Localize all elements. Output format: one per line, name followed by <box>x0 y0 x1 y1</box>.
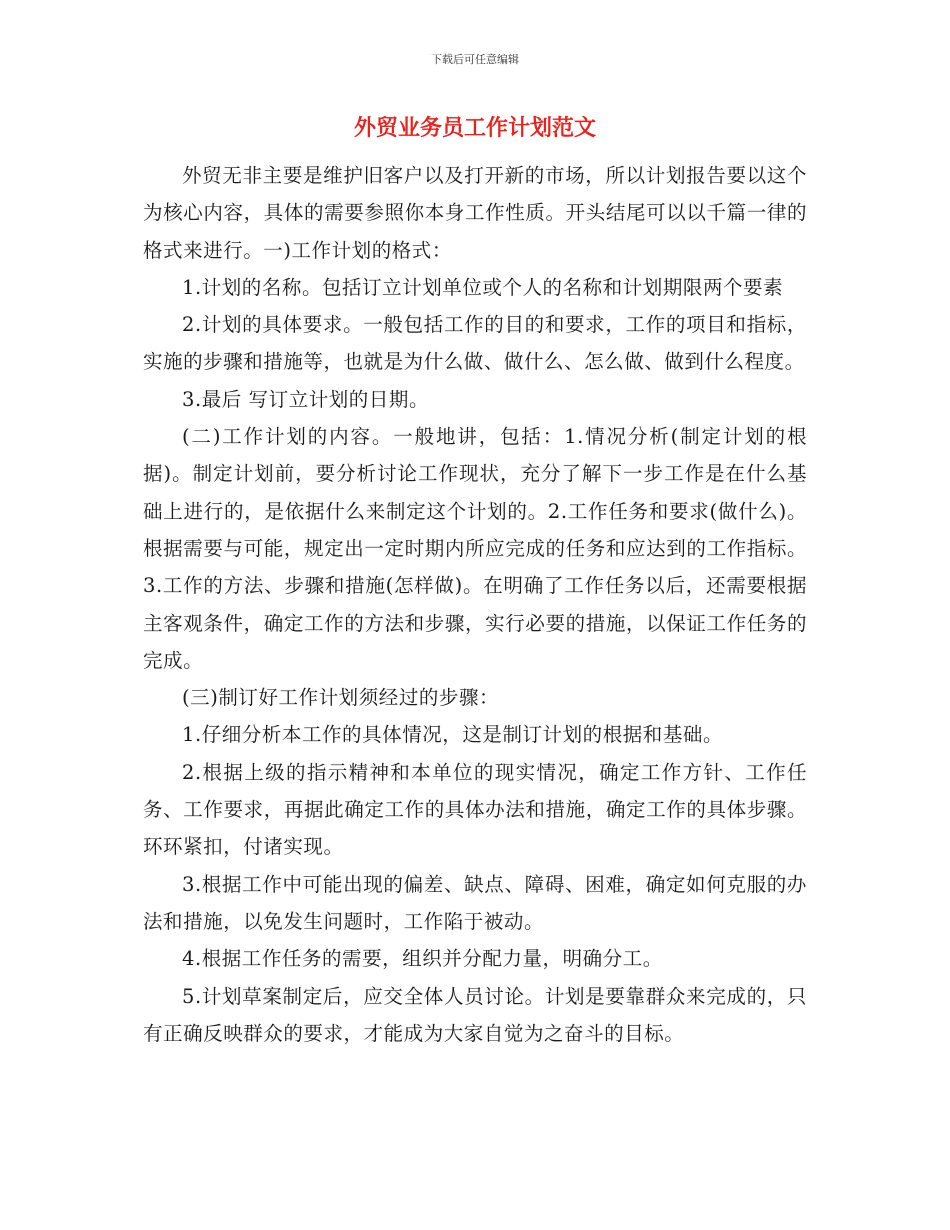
paragraph-item: 1.仔细分析本工作的具体情况，这是制订计划的根据和基础。 <box>182 723 724 747</box>
paragraph-intro: 外贸无非主要是维护旧客户以及打开新的市场，所以计划报告要以这个为核心内容，具体的需要参照你本身工作性质。开头结尾可以以千篇一律的格式来进行。一)工作计划的格式： <box>143 164 807 262</box>
paragraph-item: 1.计划的名称。包括订立计划单位或个人的名称和计划期限两个要素 <box>182 275 784 299</box>
paragraph-item: 2.计划的具体要求。一般包括工作的目的和要求，工作的项目和指标，实施的步骤和措施等，也就是为什么做、做什么、怎么做、做到什么程度。 <box>143 313 807 374</box>
paragraph-item: 5.计划草案制定后，应交全体人员讨论。计划是要靠群众来完成的，只有正确反映群众的要求，才能成为大家自觉为之奋斗的目标。 <box>143 984 807 1045</box>
paragraph-section: (二)工作计划的内容。一般地讲，包括：1.情况分析(制定计划的根据)。制定计划前，要分析讨论工作现状，充分了解下一步工作是在什么基础上进行的，是依据什么来制定这个计划的。2.工作任务和要求(做什么)。根据需要与可能，规定出一定时期内所应完成的任务和应达到的工作指标。3.工作的方法、步骤和措施(怎样做)。在明确了工作任务以后，还需要根据主客观条件，确定工作的方法和步骤，实行必要的措施，以保证工作任务的完成。 <box>143 425 807 672</box>
paragraph-section: (三)制订好工作计划须经过的步骤： <box>182 686 500 710</box>
document-title: 外贸业务员工作计划范文 <box>353 115 596 141</box>
paragraph-item: 3.最后 写订立计划的日期。 <box>182 387 430 411</box>
header-note: 下载后可任意编辑 <box>431 53 519 66</box>
paragraph-item: 2.根据上级的指示精神和本单位的现实情况，确定工作方针、工作任务、工作要求，再据此确定工作的具体办法和措施，确定工作的具体步骤。环环紧扣，付诸实现。 <box>143 760 807 859</box>
document-body <box>143 157 807 1052</box>
paragraph-item: 3.根据工作中可能出现的偏差、缺点、障碍、困难，确定如何克服的办法和措施，以免发生问题时，工作陷于被动。 <box>143 872 807 933</box>
paragraph-item: 4.根据工作任务的需要，组织并分配力量，明确分工。 <box>182 947 663 971</box>
